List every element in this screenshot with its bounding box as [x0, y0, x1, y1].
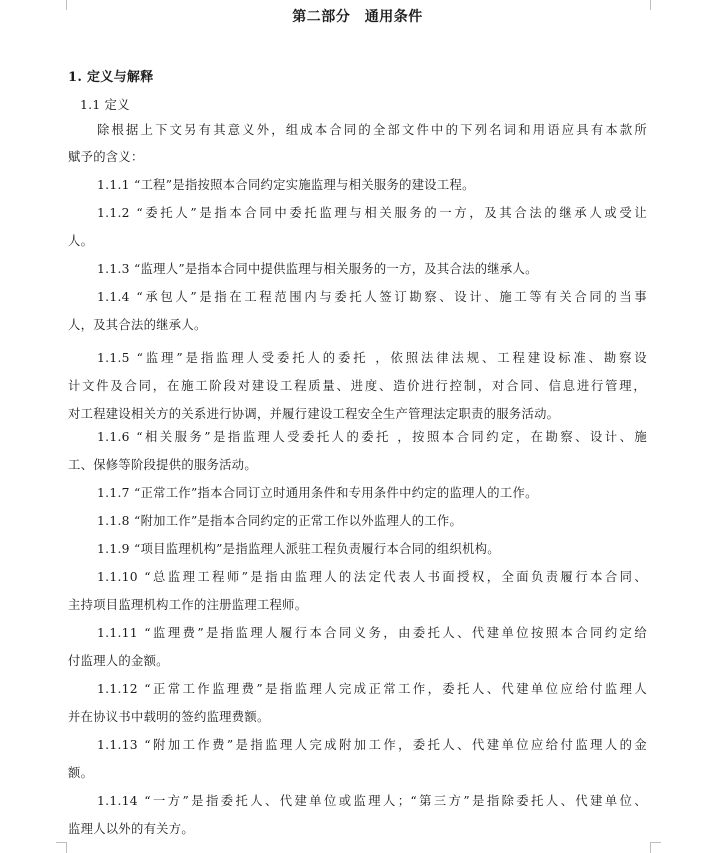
definition-line: 对工程建设相关方的关系进行协调，并履行建设工程安全生产管理法定职责的服务活动。 [68, 407, 560, 421]
definition-line: 1.1.1 “工程”是指按照本合同约定实施监理与相关服务的建设工程。 [97, 178, 475, 192]
paragraph-line: 除根据上下文另有其意义外，组成本合同的全部文件中的下列名词和用语应具有本款所 [97, 123, 647, 137]
definition-line: 1.1.4 “承包人”是指在工程范围内与委托人签订勘察、设计、施工等有关合同的当事 [97, 290, 647, 304]
definition-line: 主持项目监理机构工作的注册监理工程师。 [68, 598, 308, 612]
definition-line: 1.1.3 “监理人”是指本合同中提供监理与相关服务的一方，及其合法的继承人。 [97, 262, 538, 276]
definition-line: 工、保修等阶段提供的服务活动。 [68, 458, 257, 472]
definition-line: 1.1.12 “正常工作监理费”是指监理人完成正常工作，委托人、代建单位应给付监理人 [97, 682, 647, 696]
paragraph-line: 赋予的含义： [68, 150, 144, 164]
definition-line: 1.1.5 “监理”是指监理人受委托人的委托 ，依照法律法规、工程建设标准、勘察设 [97, 351, 647, 365]
section-heading: 1. 定义与解释 [68, 70, 154, 85]
definition-line: 付监理人的金额。 [68, 654, 169, 668]
definition-line: 额。 [68, 766, 94, 780]
definition-line: 并在协议书中载明的签约监理费额。 [68, 710, 270, 724]
definition-line: 1.1.13 “附加工作费”是指监理人完成附加工作，委托人、代建单位应给付监理人的金 [97, 738, 647, 752]
definition-line: 1.1.10 “总监理工程师”是指由监理人的法定代表人书面授权，全面负责履行本合同、 [97, 570, 647, 584]
page-title: 第二部分 通用条件 [292, 9, 423, 25]
definition-line: 1.1.7 “正常工作”指本合同订立时通用条件和专用条件中约定的监理人的工作。 [97, 486, 538, 500]
definition-line: 1.1.6 “相关服务”是指监理人受委托人的委托 ，按照本合同约定，在勘察、设计、施 [97, 430, 647, 444]
definition-line: 1.1.9 “项目监理机构”是指监理人派驻工程负责履行本合同的组织机构。 [97, 542, 500, 556]
definition-line: 人，及其合法的继承人。 [68, 318, 207, 332]
definition-line: 1.1.14 “一方”是指委托人、代建单位或监理人；“第三方”是指除委托人、代建单位、 [97, 794, 647, 808]
definition-line: 人。 [68, 234, 94, 248]
definition-line: 计文件及合同，在施工阶段对建设工程质量、进度、造价进行控制，对合同、信息进行管理， [68, 379, 646, 393]
margin-corner-mark [56, 842, 67, 853]
subsection-heading: 1.1 定义 [80, 98, 130, 112]
definition-line: 1.1.11 “监理费”是指监理人履行本合同义务，由委托人、代建单位按照本合同约定给 [97, 626, 647, 640]
margin-corner-mark [650, 842, 661, 853]
definition-line: 监理人以外的有关方。 [68, 822, 194, 836]
definition-line: 1.1.8 “附加工作”是指本合同约定的正常工作以外监理人的工作。 [97, 514, 463, 528]
definition-line: 1.1.2 “委托人”是指本合同中委托监理与相关服务的一方，及其合法的继承人或受让 [97, 206, 647, 220]
